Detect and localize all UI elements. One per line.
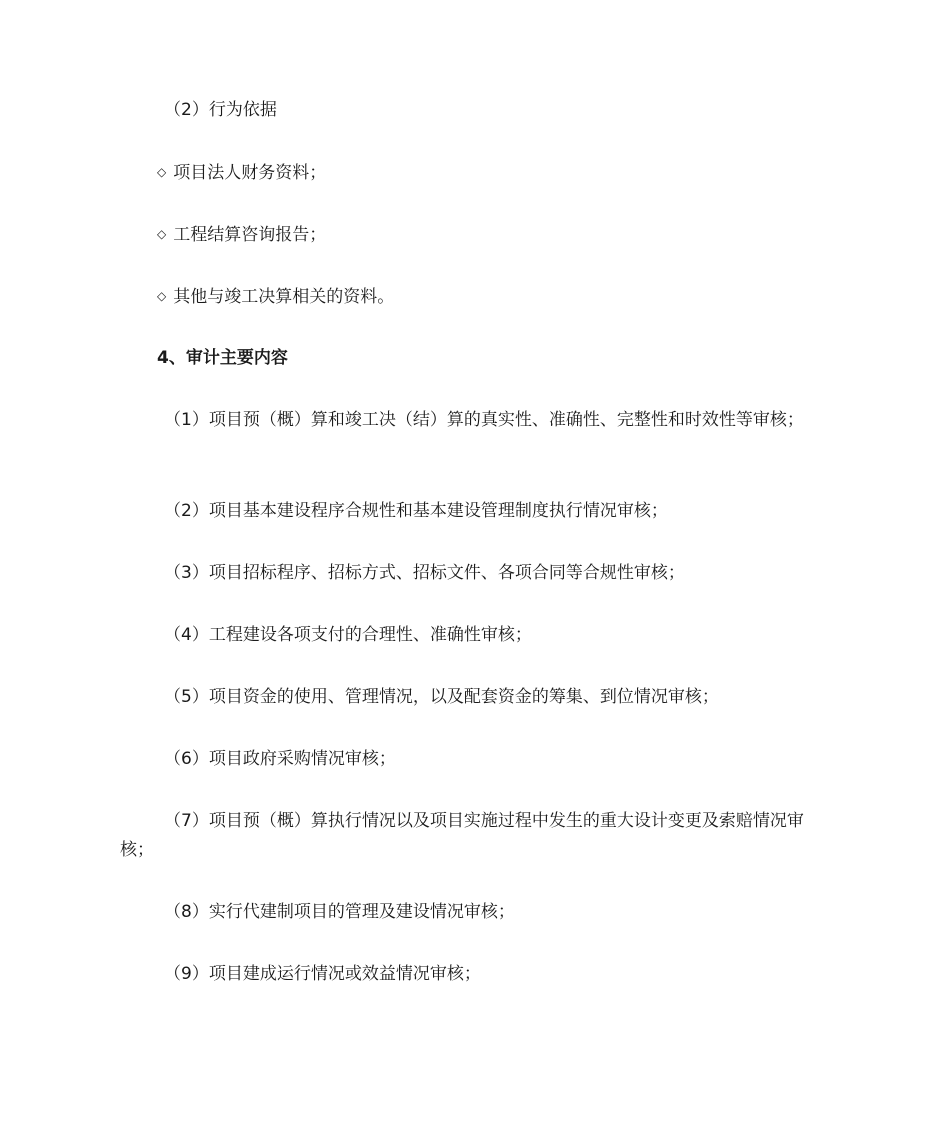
- content-paragraph: （1）项目预（概）算和竣工决（结）算的真实性、准确性、完整性和时效性等审核；: [164, 410, 804, 430]
- content-paragraph: （2）项目基本建设程序合规性和基本建设管理制度执行情况审核；: [164, 501, 668, 521]
- content-paragraph: （3）项目招标程序、招标方式、招标文件、各项合同等合规性审核；: [164, 563, 685, 583]
- content-paragraph: （5）项目资金的使用、管理情况，以及配套资金的筹集、到位情况审核；: [164, 687, 719, 707]
- diamond-bullet-icon: ◇: [157, 227, 167, 241]
- content-paragraph: （8）实行代建制项目的管理及建设情况审核；: [164, 902, 515, 922]
- list-item-text: 工程结算咨询报告；: [173, 225, 327, 245]
- content-paragraph: （4）工程建设各项支付的合理性、准确性审核；: [164, 625, 532, 645]
- list-item-text: 其他与竣工决算相关的资料。: [173, 287, 395, 307]
- content-paragraph: （9）项目建成运行情况或效益情况审核；: [164, 964, 481, 984]
- list-item-text: 项目法人财务资料；: [173, 163, 327, 183]
- list-item: [157, 220, 326, 250]
- basis-heading: （2）行为依据: [164, 100, 277, 120]
- content-paragraph: （6）项目政府采购情况审核；: [164, 749, 396, 769]
- list-item: [157, 282, 394, 312]
- diamond-bullet-icon: ◇: [157, 165, 167, 179]
- diamond-bullet-icon: ◇: [157, 289, 167, 303]
- list-item: [157, 158, 326, 188]
- section-heading: 4、审计主要内容: [157, 348, 288, 368]
- content-paragraph: （7）项目预（概）算执行情况以及项目实施过程中发生的重大设计变更及索赔情况审核；: [120, 811, 804, 860]
